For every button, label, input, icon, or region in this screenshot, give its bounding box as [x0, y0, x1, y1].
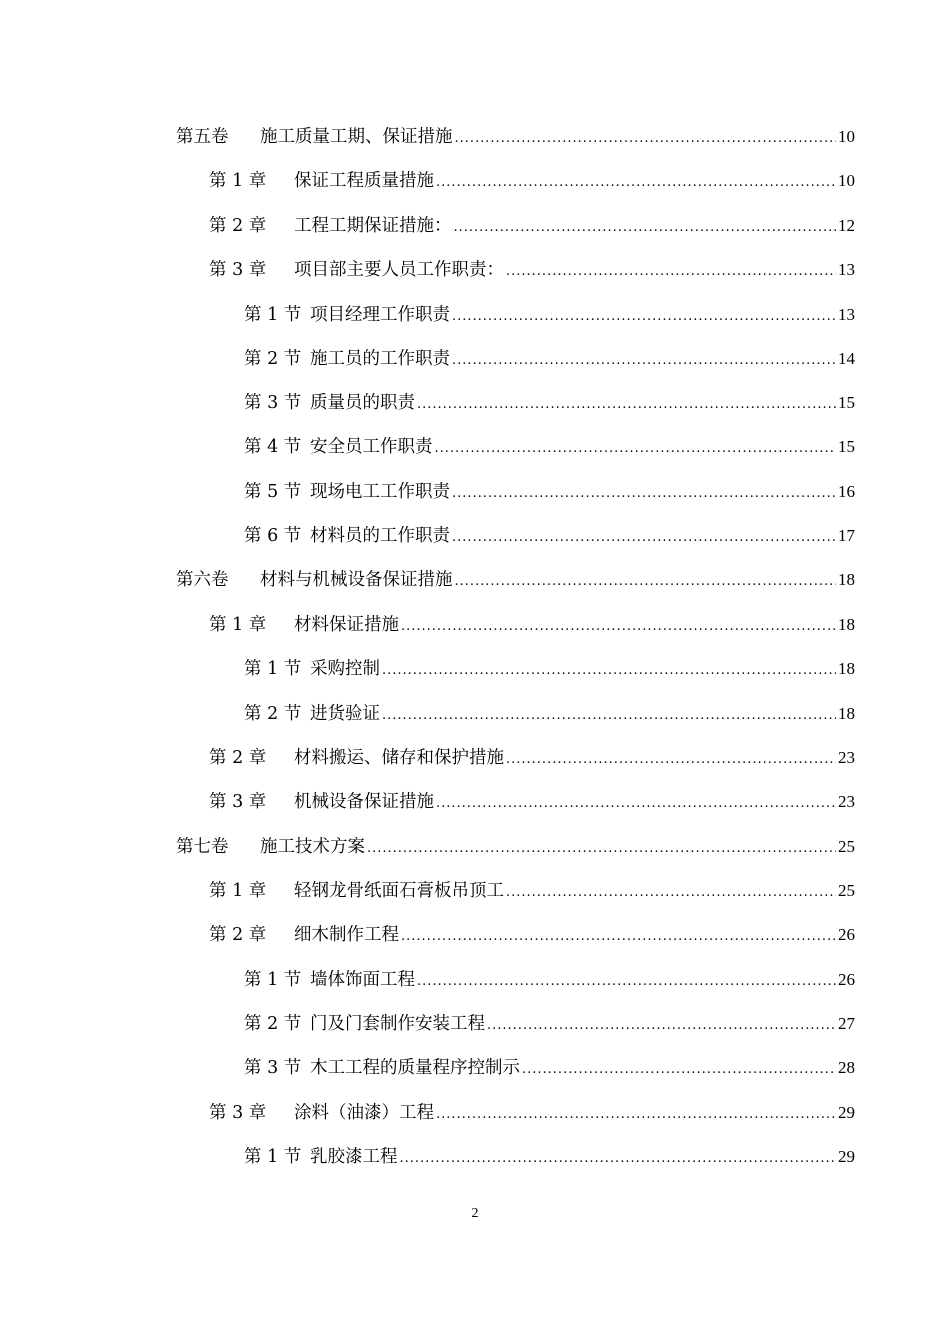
toc-entry-title: 材料与机械设备保证措施: [260, 570, 453, 590]
toc-entry-title: 采购控制: [310, 659, 380, 679]
toc-entry-number: 第 2 章: [209, 748, 267, 768]
toc-entry-number: 第 2 节: [244, 1014, 302, 1034]
toc-entry-title: 细木制作工程: [294, 925, 399, 945]
toc-entry-number: 第 5 节: [244, 482, 302, 502]
toc-entry-section[interactable]: [244, 300, 855, 330]
toc-entry-number: 第七卷: [176, 837, 229, 857]
toc-entry-page: 23: [838, 748, 855, 767]
toc-entry-page: 18: [838, 570, 855, 589]
dot-leader: [506, 745, 836, 775]
page-number: 2: [471, 1206, 479, 1221]
toc-entry-page: 18: [838, 615, 855, 634]
dot-leader: [382, 701, 836, 731]
dot-leader: [452, 523, 836, 553]
toc-entry-number: 第 3 章: [209, 792, 267, 812]
toc-entry-title: 施工员的工作职责: [310, 349, 450, 369]
toc-entry-title: 质量员的职责: [310, 393, 415, 413]
toc-entry-chapter[interactable]: [209, 255, 855, 285]
toc-entry-number: 第 3 节: [244, 1058, 302, 1078]
toc-entry-chapter[interactable]: [209, 166, 855, 196]
toc-entry-section[interactable]: [244, 432, 855, 462]
toc-entry-title: 安全员工作职责: [310, 437, 433, 457]
toc-entry-title: 项目部主要人员工作职责：: [294, 260, 504, 280]
toc-entry-title: 保证工程质量措施: [294, 171, 434, 191]
toc-entry-chapter[interactable]: [209, 876, 855, 906]
dot-leader: [382, 656, 836, 686]
toc-entry-chapter[interactable]: [209, 211, 855, 241]
toc-entry-number: 第 2 节: [244, 349, 302, 369]
toc-entry-number: 第 3 章: [209, 1103, 267, 1123]
dot-leader: [435, 434, 837, 464]
toc-entry-page: 23: [838, 792, 855, 811]
toc-entry-page: 16: [838, 482, 855, 501]
toc-entry-page: 10: [838, 127, 855, 146]
toc-entry-page: 27: [838, 1014, 855, 1033]
toc-entry-chapter[interactable]: [209, 1098, 855, 1128]
toc-entry-section[interactable]: [244, 699, 855, 729]
toc-entry-number: 第 2 章: [209, 216, 267, 236]
toc-entry-title: 墙体饰面工程: [310, 970, 415, 990]
toc-entry-chapter[interactable]: [209, 787, 855, 817]
toc-entry-page: 15: [838, 393, 855, 412]
toc-entry-page: 18: [838, 659, 855, 678]
dot-leader: [506, 257, 836, 287]
toc-entry-volume[interactable]: [176, 565, 855, 595]
toc-entry-title: 木工工程的质量程序控制示: [310, 1058, 520, 1078]
toc-entry-page: 14: [838, 349, 855, 368]
toc-entry-page: 29: [838, 1147, 855, 1166]
toc-entry-number: 第 1 章: [209, 881, 267, 901]
toc-entry-section[interactable]: [244, 1009, 855, 1039]
dot-leader: [452, 302, 836, 332]
toc-entry-title: 材料员的工作职责: [310, 526, 450, 546]
toc-entry-section[interactable]: [244, 1053, 855, 1083]
toc-entry-title: 材料保证措施: [294, 615, 399, 635]
toc-entry-title: 乳胶漆工程: [310, 1147, 398, 1167]
toc-entry-number: 第 4 节: [244, 437, 302, 457]
toc-entry-title: 门及门套制作安装工程: [310, 1014, 485, 1034]
toc-entry-title: 机械设备保证措施: [294, 792, 434, 812]
toc-entry-number: 第 1 节: [244, 305, 302, 325]
toc-entry-page: 26: [838, 970, 855, 989]
toc-entry-number: 第 3 章: [209, 260, 267, 280]
toc-entry-number: 第 1 章: [209, 171, 267, 191]
toc-entry-number: 第 3 节: [244, 393, 302, 413]
toc-entry-page: 17: [838, 526, 855, 545]
dot-leader: [367, 834, 836, 864]
dot-leader: [436, 168, 836, 198]
toc-entry-number: 第 1 节: [244, 659, 302, 679]
toc-entry-page: 26: [838, 925, 855, 944]
dot-leader: [455, 124, 837, 154]
toc-entry-page: 13: [838, 305, 855, 324]
toc-entry-section[interactable]: [244, 388, 855, 418]
toc-entry-page: 25: [838, 837, 855, 856]
dot-leader: [454, 213, 837, 243]
dot-leader: [400, 1144, 837, 1174]
toc-entry-number: 第 1 节: [244, 970, 302, 990]
toc-entry-page: 29: [838, 1103, 855, 1122]
toc-entry-title: 现场电工工作职责: [310, 482, 450, 502]
dot-leader: [452, 479, 836, 509]
dot-leader: [436, 1100, 836, 1130]
toc-entry-section[interactable]: [244, 521, 855, 551]
toc-entry-number: 第 6 节: [244, 526, 302, 546]
toc-entry-number: 第六卷: [176, 570, 229, 590]
dot-leader: [417, 390, 836, 420]
dot-leader: [455, 567, 837, 597]
dot-leader: [506, 878, 836, 908]
dot-leader: [487, 1011, 836, 1041]
toc-entry-title: 施工质量工期、保证措施: [260, 127, 453, 147]
toc-entry-title: 涂料（油漆）工程: [294, 1103, 434, 1123]
toc-entry-number: 第 2 节: [244, 704, 302, 724]
toc-entry-section[interactable]: [244, 1142, 855, 1172]
dot-leader: [417, 967, 836, 997]
toc-entry-chapter[interactable]: [209, 610, 855, 640]
toc-entry-volume[interactable]: [176, 832, 855, 862]
toc-entry-page: 25: [838, 881, 855, 900]
toc-entry-page: 28: [838, 1058, 855, 1077]
toc-entry-title: 材料搬运、储存和保护措施: [294, 748, 504, 768]
toc-entry-title: 项目经理工作职责: [310, 305, 450, 325]
toc-entry-chapter[interactable]: [209, 743, 855, 773]
toc-entry-title: 进货验证: [310, 704, 380, 724]
toc-entry-page: 10: [838, 171, 855, 190]
toc-entry-section[interactable]: [244, 654, 855, 684]
toc-entry-page: 15: [838, 437, 855, 456]
toc-entry-chapter[interactable]: [209, 920, 855, 950]
dot-leader: [401, 922, 836, 952]
toc-entry-title: 施工技术方案: [260, 837, 365, 857]
toc-entry-page: 13: [838, 260, 855, 279]
dot-leader: [401, 612, 836, 642]
toc-entry-page: 12: [838, 216, 855, 235]
toc-entry-number: 第五卷: [176, 127, 229, 147]
toc-entry-title: 轻钢龙骨纸面石膏板吊顶工: [294, 881, 504, 901]
toc-entry-section[interactable]: [244, 965, 855, 995]
toc-entry-number: 第 2 章: [209, 925, 267, 945]
toc-entry-page: 18: [838, 704, 855, 723]
toc-entry-volume[interactable]: [176, 122, 855, 152]
toc-entry-number: 第 1 节: [244, 1147, 302, 1167]
dot-leader: [436, 789, 836, 819]
toc-entry-section[interactable]: [244, 477, 855, 507]
dot-leader: [452, 346, 836, 376]
toc-entry-number: 第 1 章: [209, 615, 267, 635]
dot-leader: [522, 1055, 836, 1085]
toc-entry-section[interactable]: [244, 344, 855, 374]
toc-entry-title: 工程工期保证措施：: [294, 216, 452, 236]
